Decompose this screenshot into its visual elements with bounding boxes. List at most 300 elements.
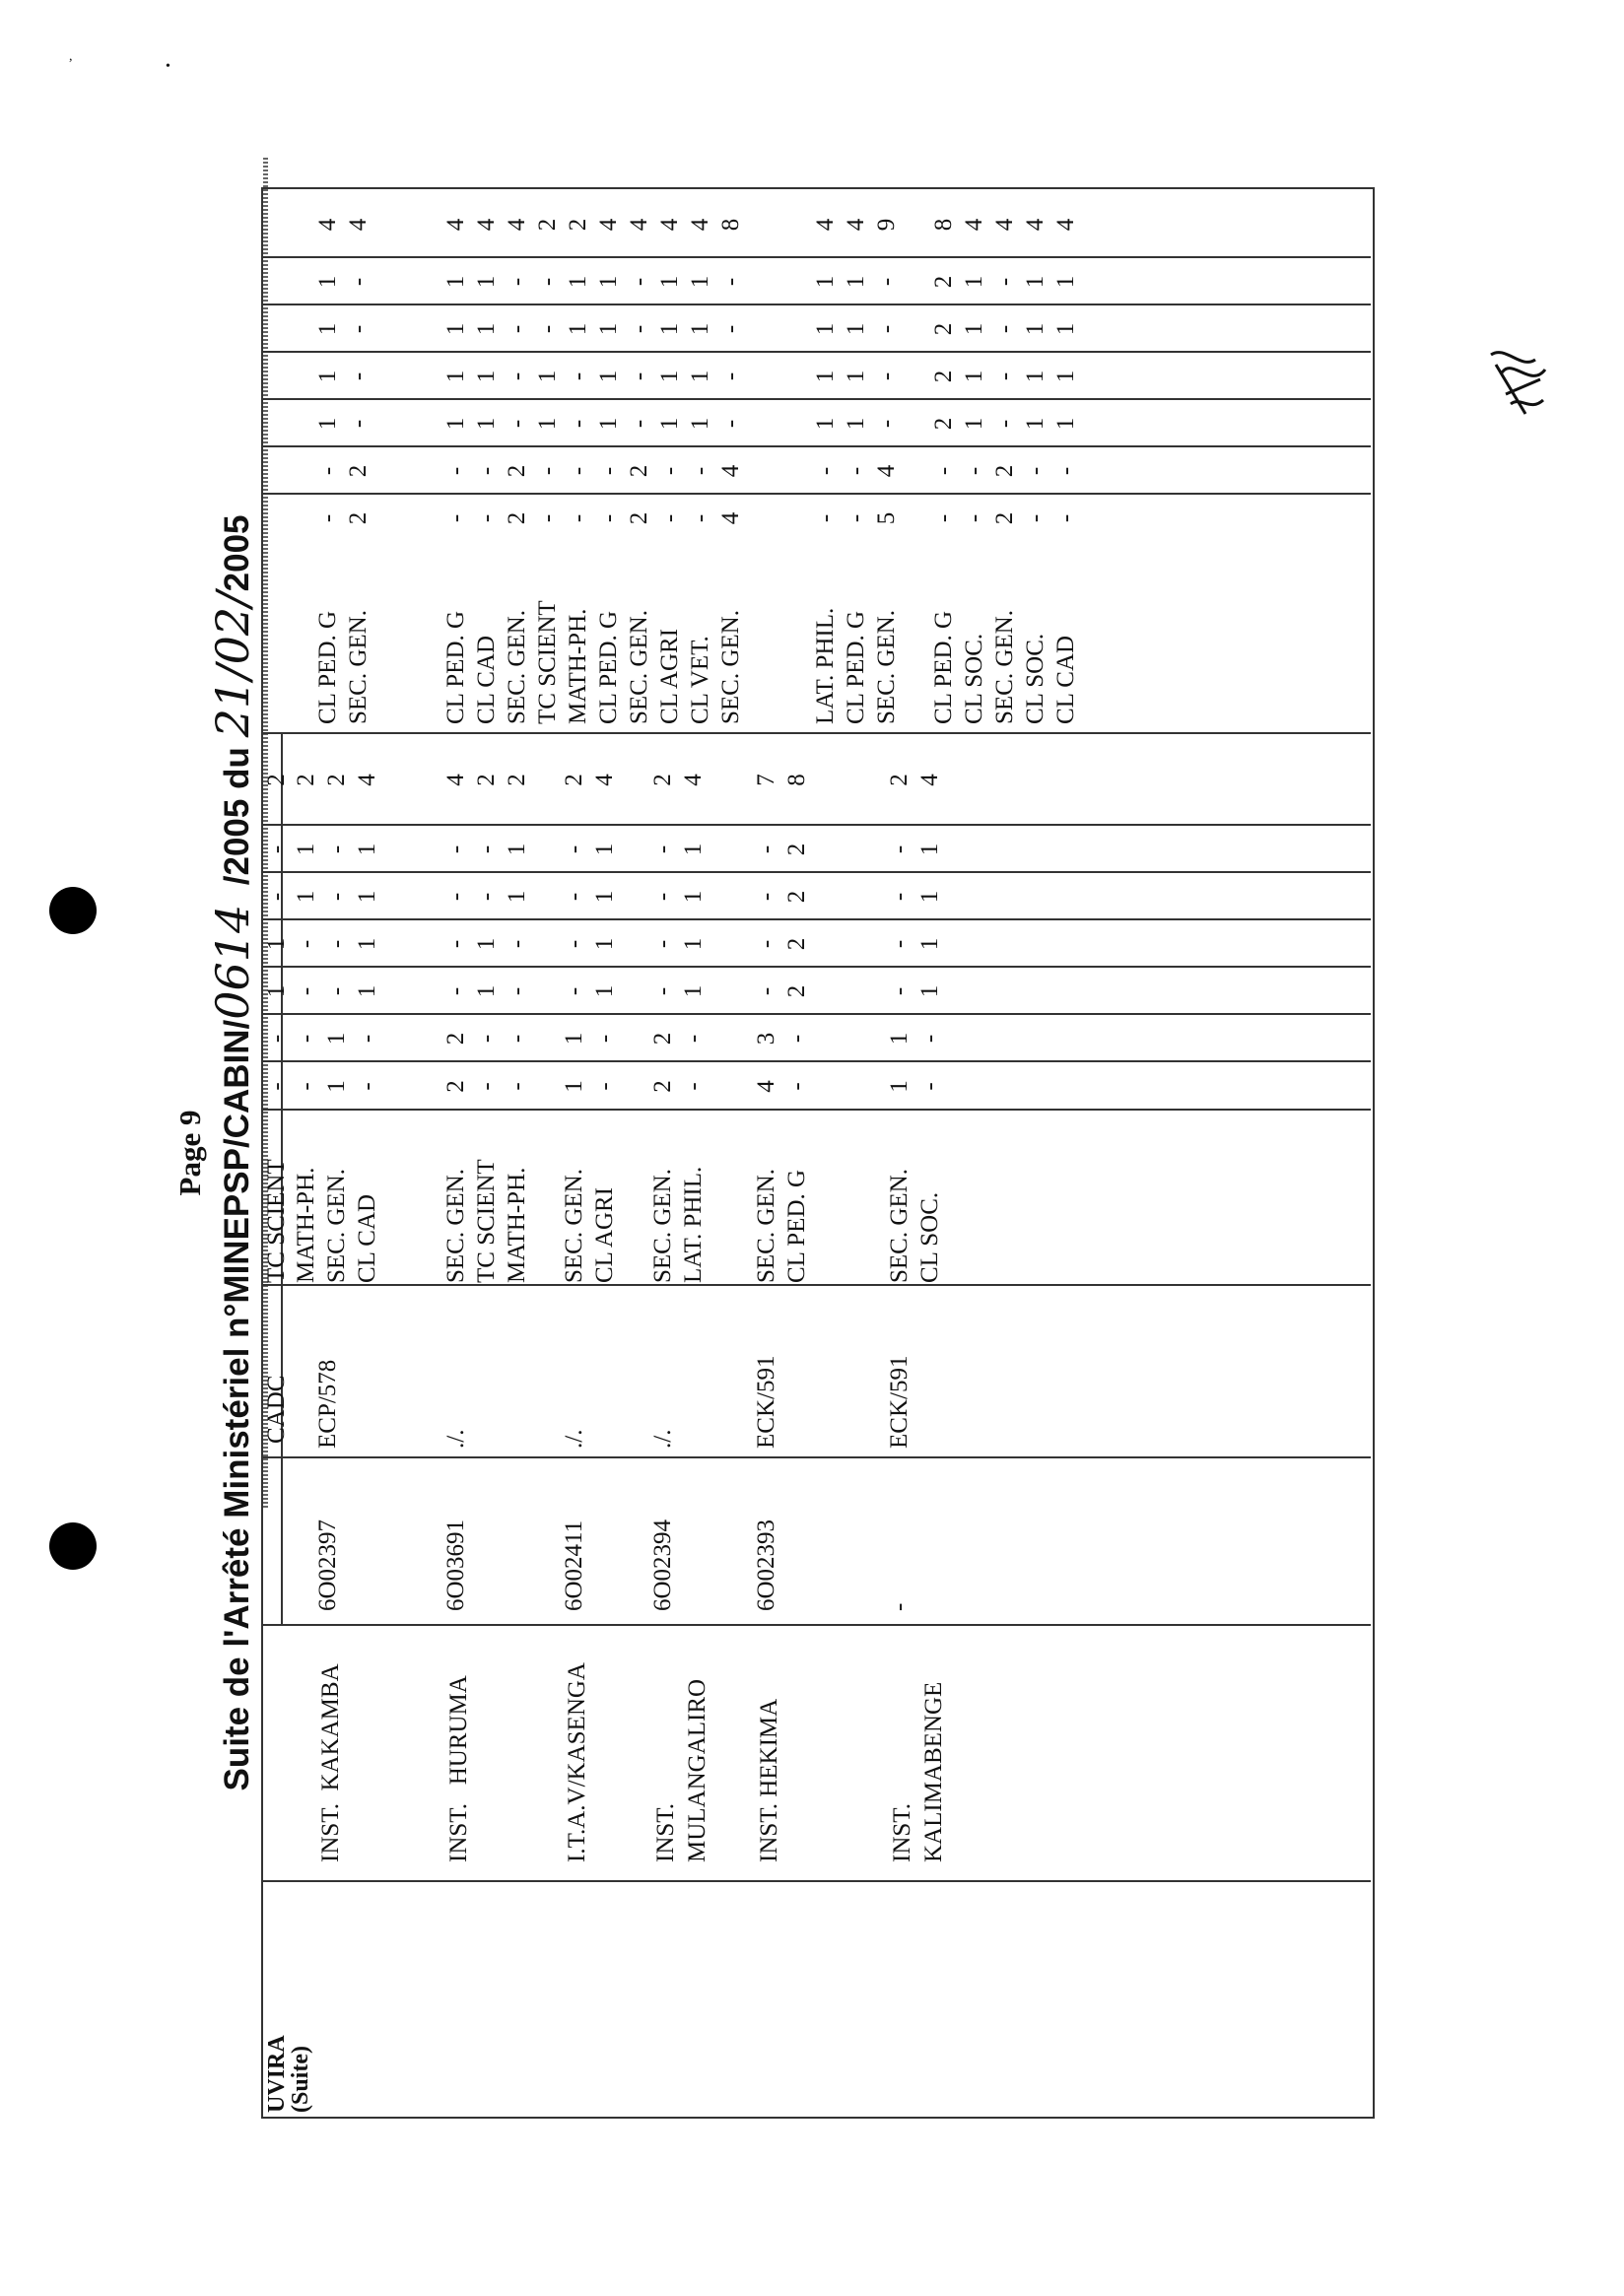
value-cell: -: [442, 986, 469, 996]
value-cell: 1: [680, 843, 707, 856]
value-cell: 4: [442, 774, 469, 786]
handwritten-number: 0614: [206, 904, 259, 1020]
value-cell: 4: [843, 218, 869, 232]
option-label: SEC. GEN.: [561, 1169, 587, 1283]
value-cell: -: [1052, 466, 1079, 476]
value-cell: -: [565, 513, 591, 523]
value-cell: 1: [591, 937, 618, 951]
value-cell: 1: [354, 843, 380, 856]
value-cell: -: [314, 513, 341, 523]
territory-name: UVIRA (Suite): [264, 2035, 313, 2113]
value-cell: 4: [1052, 218, 1079, 232]
column-rule: [261, 1881, 1371, 1883]
option-label: MATH-PH.: [504, 1167, 530, 1283]
value-cell: 4: [504, 218, 530, 232]
value-cell: 1: [687, 275, 713, 289]
allocation-table: [261, 187, 1375, 2119]
column-header: CADC: [263, 1375, 290, 1444]
value-cell: -: [753, 892, 779, 902]
value-cell: 1: [656, 275, 683, 289]
value-cell: -: [991, 371, 1018, 381]
value-cell: -: [314, 466, 341, 476]
value-cell: -: [843, 513, 869, 523]
value-cell: -: [656, 466, 683, 476]
value-cell: 1: [314, 417, 341, 431]
option-label: TC SCIENT: [473, 1159, 500, 1283]
value-cell: -: [930, 466, 957, 476]
value-cell: 1: [263, 937, 290, 951]
value-cell: -: [717, 277, 744, 287]
value-cell: 3: [753, 1032, 779, 1046]
value-cell: 1: [314, 275, 341, 289]
value-cell: 2: [473, 774, 500, 786]
school-ref: ECP/578: [314, 1359, 341, 1449]
value-cell: -: [961, 513, 987, 523]
value-cell: 1: [843, 322, 869, 336]
value-cell: -: [916, 1034, 943, 1044]
value-cell: 2: [783, 890, 810, 904]
value-cell: -: [783, 1034, 810, 1044]
option-label: MATH-PH.: [293, 1167, 319, 1283]
value-cell: 4: [916, 774, 943, 786]
value-cell: 2: [345, 464, 372, 478]
value-cell: 2: [293, 774, 319, 786]
value-cell: 1: [1052, 275, 1079, 289]
value-cell: -: [626, 371, 652, 381]
value-cell: 1: [961, 275, 987, 289]
school-code: 6O03691: [442, 1519, 469, 1611]
value-cell: 4: [717, 511, 744, 525]
option-label: CL SOC.: [916, 1191, 943, 1283]
option-label: CL SOC.: [961, 633, 987, 724]
title-mid: /2005 du: [218, 747, 256, 886]
value-cell: 1: [961, 370, 987, 383]
rotated-document: [172, 187, 1385, 2119]
value-cell: -: [1052, 513, 1079, 523]
value-cell: -: [783, 1082, 810, 1091]
option-label: CL PED. G: [843, 610, 869, 724]
value-cell: 2: [263, 774, 290, 786]
value-cell: -: [649, 986, 676, 996]
value-cell: 2: [930, 322, 957, 336]
value-cell: 1: [473, 937, 500, 951]
option-label: TC SCIENT: [263, 1159, 290, 1283]
value-cell: -: [991, 324, 1018, 334]
value-cell: -: [504, 986, 530, 996]
option-label: CL PED. G: [442, 610, 469, 724]
column-rule: [261, 967, 1371, 969]
value-cell: -: [504, 1082, 530, 1091]
value-cell: 1: [843, 370, 869, 383]
value-cell: -: [565, 419, 591, 429]
value-cell: 2: [504, 774, 530, 786]
option-label: CL PED. G: [314, 610, 341, 724]
column-rule: [261, 733, 1371, 735]
option-label: CL PED. G: [783, 1169, 810, 1283]
column-rule: [261, 825, 1371, 827]
value-cell: -: [591, 1082, 618, 1091]
page-speck: ,: [69, 49, 73, 64]
value-cell: 1: [442, 275, 469, 289]
value-cell: 1: [473, 417, 500, 431]
value-cell: -: [263, 1082, 290, 1091]
value-cell: -: [873, 277, 900, 287]
column-rule: [261, 1110, 1371, 1112]
option-label: SEC. GEN.: [345, 610, 372, 724]
value-cell: 5: [873, 511, 900, 525]
value-cell: -: [473, 892, 500, 902]
option-label: CL CAD: [1052, 635, 1079, 724]
school-code: 6O02393: [753, 1519, 779, 1611]
value-cell: 1: [473, 984, 500, 998]
value-cell: -: [561, 939, 587, 949]
value-cell: 1: [323, 1032, 350, 1046]
value-cell: -: [263, 844, 290, 854]
value-cell: 2: [649, 1080, 676, 1093]
option-label: SEC. GEN.: [442, 1169, 469, 1283]
option-label: CL AGRI: [656, 629, 683, 724]
option-label: CL PED. G: [930, 610, 957, 724]
value-cell: -: [561, 844, 587, 854]
value-cell: -: [649, 939, 676, 949]
value-cell: 4: [961, 218, 987, 232]
value-cell: 1: [843, 275, 869, 289]
value-cell: 2: [504, 464, 530, 478]
value-cell: -: [656, 513, 683, 523]
value-cell: -: [354, 1034, 380, 1044]
value-cell: -: [873, 371, 900, 381]
value-cell: 1: [1022, 322, 1049, 336]
value-cell: 8: [930, 218, 957, 232]
value-cell: 8: [717, 218, 744, 232]
option-label: SEC. GEN.: [649, 1169, 676, 1283]
value-cell: -: [886, 986, 913, 996]
value-cell: 1: [656, 370, 683, 383]
value-cell: 4: [345, 218, 372, 232]
value-cell: -: [345, 277, 372, 287]
column-rule: [261, 1014, 1371, 1016]
value-cell: 2: [930, 417, 957, 431]
value-cell: 1: [534, 417, 561, 431]
value-cell: -: [323, 986, 350, 996]
value-cell: 4: [991, 218, 1018, 232]
value-cell: 1: [595, 417, 622, 431]
value-cell: 1: [687, 370, 713, 383]
value-cell: 1: [656, 322, 683, 336]
value-cell: 2: [345, 511, 372, 525]
value-cell: 1: [504, 890, 530, 904]
value-cell: -: [753, 986, 779, 996]
value-cell: 1: [595, 322, 622, 336]
value-cell: 1: [561, 1080, 587, 1093]
value-cell: 1: [812, 370, 839, 383]
value-cell: -: [1022, 513, 1049, 523]
value-cell: 1: [473, 275, 500, 289]
value-cell: 1: [886, 1032, 913, 1046]
school-ref: ECK/591: [886, 1355, 913, 1449]
value-cell: -: [812, 466, 839, 476]
value-cell: -: [717, 419, 744, 429]
value-cell: 1: [565, 322, 591, 336]
school-name: INST. HEKIMA: [756, 1698, 782, 1862]
option-label: LAT. PHIL.: [680, 1166, 707, 1283]
school-ref: ECK/591: [753, 1355, 779, 1449]
value-cell: -: [293, 939, 319, 949]
school-name: I.T.A.V/KASENGA: [564, 1662, 590, 1862]
value-cell: 8: [783, 774, 810, 786]
column-rule: [261, 872, 1371, 874]
value-cell: 1: [591, 843, 618, 856]
value-cell: -: [504, 371, 530, 381]
option-label: LAT. PHIL.: [812, 607, 839, 724]
value-cell: 7: [753, 774, 779, 786]
value-cell: -: [991, 419, 1018, 429]
value-cell: 1: [314, 370, 341, 383]
value-cell: -: [595, 466, 622, 476]
value-cell: 4: [873, 464, 900, 478]
value-cell: -: [649, 892, 676, 902]
value-cell: -: [323, 892, 350, 902]
value-cell: 1: [595, 370, 622, 383]
option-label: CL PED. G: [595, 610, 622, 724]
value-cell: -: [1022, 466, 1049, 476]
school-name: INST. HURUMA: [445, 1675, 472, 1862]
value-cell: 1: [354, 984, 380, 998]
school-name: INST. KAKAMBA: [317, 1663, 344, 1862]
decree-title: [206, 187, 259, 2119]
value-cell: 4: [753, 1080, 779, 1093]
school-name: INST. MULANGALIRO: [652, 1678, 710, 1862]
value-cell: 1: [687, 322, 713, 336]
value-cell: 1: [961, 322, 987, 336]
value-cell: -: [626, 324, 652, 334]
school-ref: ./.: [649, 1429, 676, 1449]
value-cell: -: [534, 324, 561, 334]
value-cell: 1: [886, 1080, 913, 1093]
value-cell: -: [626, 277, 652, 287]
value-cell: -: [293, 1034, 319, 1044]
value-cell: 4: [473, 218, 500, 232]
value-cell: 1: [591, 984, 618, 998]
option-label: SEC. GEN.: [991, 610, 1018, 724]
value-cell: 1: [504, 843, 530, 856]
column-rule: [261, 919, 1371, 921]
option-label: CL AGRI: [591, 1187, 618, 1283]
value-cell: -: [534, 513, 561, 523]
value-cell: 1: [1022, 370, 1049, 383]
value-cell: 1: [680, 937, 707, 951]
value-cell: -: [345, 419, 372, 429]
value-cell: -: [473, 1082, 500, 1091]
value-cell: 4: [717, 464, 744, 478]
value-cell: 2: [534, 218, 561, 232]
value-cell: 1: [442, 417, 469, 431]
value-cell: -: [680, 1034, 707, 1044]
value-cell: 1: [323, 1080, 350, 1093]
value-cell: 4: [626, 218, 652, 232]
value-cell: -: [293, 986, 319, 996]
value-cell: 2: [626, 464, 652, 478]
value-cell: -: [473, 513, 500, 523]
value-cell: 1: [263, 984, 290, 998]
value-cell: 1: [591, 890, 618, 904]
value-cell: 2: [930, 370, 957, 383]
school-code: 6O02397: [314, 1519, 341, 1611]
column-rule: [261, 1285, 1371, 1287]
value-cell: -: [753, 844, 779, 854]
option-label: SEC. GEN.: [753, 1169, 779, 1283]
value-cell: -: [565, 466, 591, 476]
value-cell: 1: [812, 417, 839, 431]
value-cell: -: [626, 419, 652, 429]
column-rule: [261, 1061, 1371, 1063]
option-label: MATH-PH.: [565, 608, 591, 724]
value-cell: -: [442, 939, 469, 949]
value-cell: 1: [916, 890, 943, 904]
value-cell: 4: [354, 774, 380, 786]
value-cell: 2: [504, 511, 530, 525]
value-cell: -: [442, 513, 469, 523]
option-label: CL CAD: [473, 635, 500, 724]
value-cell: 1: [1022, 417, 1049, 431]
value-cell: 2: [565, 218, 591, 232]
value-cell: -: [263, 892, 290, 902]
value-cell: -: [534, 466, 561, 476]
value-cell: 1: [680, 890, 707, 904]
value-cell: 4: [595, 218, 622, 232]
value-cell: 2: [783, 843, 810, 856]
school-ref: ./.: [561, 1429, 587, 1449]
value-cell: 4: [1022, 218, 1049, 232]
value-cell: -: [717, 324, 744, 334]
school-name: INST. KALIMABENGE: [889, 1681, 947, 1862]
value-cell: 2: [649, 1032, 676, 1046]
value-cell: 2: [323, 774, 350, 786]
option-label: CL SOC.: [1022, 633, 1049, 724]
value-cell: 1: [916, 937, 943, 951]
page-number: Page 9: [172, 1110, 207, 1196]
value-cell: 1: [561, 1032, 587, 1046]
option-label: SEC. GEN.: [323, 1169, 350, 1283]
value-cell: -: [687, 513, 713, 523]
value-cell: 1: [565, 275, 591, 289]
value-cell: -: [473, 466, 500, 476]
signature-initials: [1486, 335, 1555, 424]
value-cell: 1: [534, 370, 561, 383]
value-cell: 1: [293, 843, 319, 856]
value-cell: 2: [991, 464, 1018, 478]
value-cell: -: [649, 844, 676, 854]
value-cell: 1: [961, 417, 987, 431]
value-cell: 2: [561, 774, 587, 786]
value-cell: 1: [293, 890, 319, 904]
value-cell: 2: [930, 275, 957, 289]
value-cell: 1: [687, 417, 713, 431]
value-cell: 2: [442, 1032, 469, 1046]
value-cell: -: [886, 892, 913, 902]
value-cell: 4: [812, 218, 839, 232]
title-year: 2005: [218, 514, 256, 592]
value-cell: 2: [991, 511, 1018, 525]
value-cell: 1: [656, 417, 683, 431]
value-cell: -: [345, 324, 372, 334]
value-cell: 4: [314, 218, 341, 232]
value-cell: 1: [473, 322, 500, 336]
punch-hole: [49, 887, 97, 934]
value-cell: -: [442, 844, 469, 854]
value-cell: 1: [354, 890, 380, 904]
value-cell: 1: [1022, 275, 1049, 289]
value-cell: 1: [473, 370, 500, 383]
value-cell: -: [687, 466, 713, 476]
option-label: TC SCIENT: [534, 600, 561, 724]
value-cell: -: [873, 419, 900, 429]
school-code: -: [886, 1602, 913, 1611]
value-cell: -: [323, 939, 350, 949]
value-cell: -: [442, 892, 469, 902]
value-cell: -: [561, 986, 587, 996]
value-cell: 4: [687, 218, 713, 232]
value-cell: -: [504, 277, 530, 287]
value-cell: -: [561, 892, 587, 902]
value-cell: 1: [442, 370, 469, 383]
value-cell: -: [753, 939, 779, 949]
value-cell: 4: [656, 218, 683, 232]
value-cell: -: [843, 466, 869, 476]
value-cell: -: [591, 1034, 618, 1044]
value-cell: -: [473, 844, 500, 854]
value-cell: -: [886, 939, 913, 949]
value-cell: 9: [873, 218, 900, 232]
option-label: SEC. GEN.: [886, 1169, 913, 1283]
value-cell: -: [812, 513, 839, 523]
value-cell: 1: [812, 275, 839, 289]
value-cell: 1: [680, 984, 707, 998]
page-speck: •: [166, 59, 170, 74]
option-label: CL CAD: [354, 1193, 380, 1283]
column-rule: [261, 1457, 1371, 1459]
option-label: CL VET.: [687, 636, 713, 724]
school-code: 6O02394: [649, 1519, 676, 1611]
value-cell: -: [717, 371, 744, 381]
value-cell: 1: [1052, 417, 1079, 431]
value-cell: 2: [626, 511, 652, 525]
handwritten-date: 21/02/: [206, 591, 259, 738]
value-cell: 1: [314, 322, 341, 336]
value-cell: 1: [354, 937, 380, 951]
value-cell: -: [916, 1082, 943, 1091]
value-cell: 4: [442, 218, 469, 232]
value-cell: -: [595, 513, 622, 523]
value-cell: 1: [916, 843, 943, 856]
value-cell: -: [354, 1082, 380, 1091]
value-cell: -: [873, 324, 900, 334]
value-cell: 1: [442, 322, 469, 336]
value-cell: 2: [649, 774, 676, 786]
option-label: SEC. GEN.: [717, 610, 744, 724]
value-cell: -: [565, 371, 591, 381]
school-code: 6O02411: [561, 1519, 587, 1611]
school-ref: ./.: [442, 1429, 469, 1449]
value-cell: -: [323, 844, 350, 854]
value-cell: 1: [916, 984, 943, 998]
value-cell: 2: [783, 937, 810, 951]
value-cell: 1: [1052, 322, 1079, 336]
value-cell: -: [442, 466, 469, 476]
value-cell: -: [504, 939, 530, 949]
value-cell: 1: [843, 417, 869, 431]
value-cell: 1: [1052, 370, 1079, 383]
